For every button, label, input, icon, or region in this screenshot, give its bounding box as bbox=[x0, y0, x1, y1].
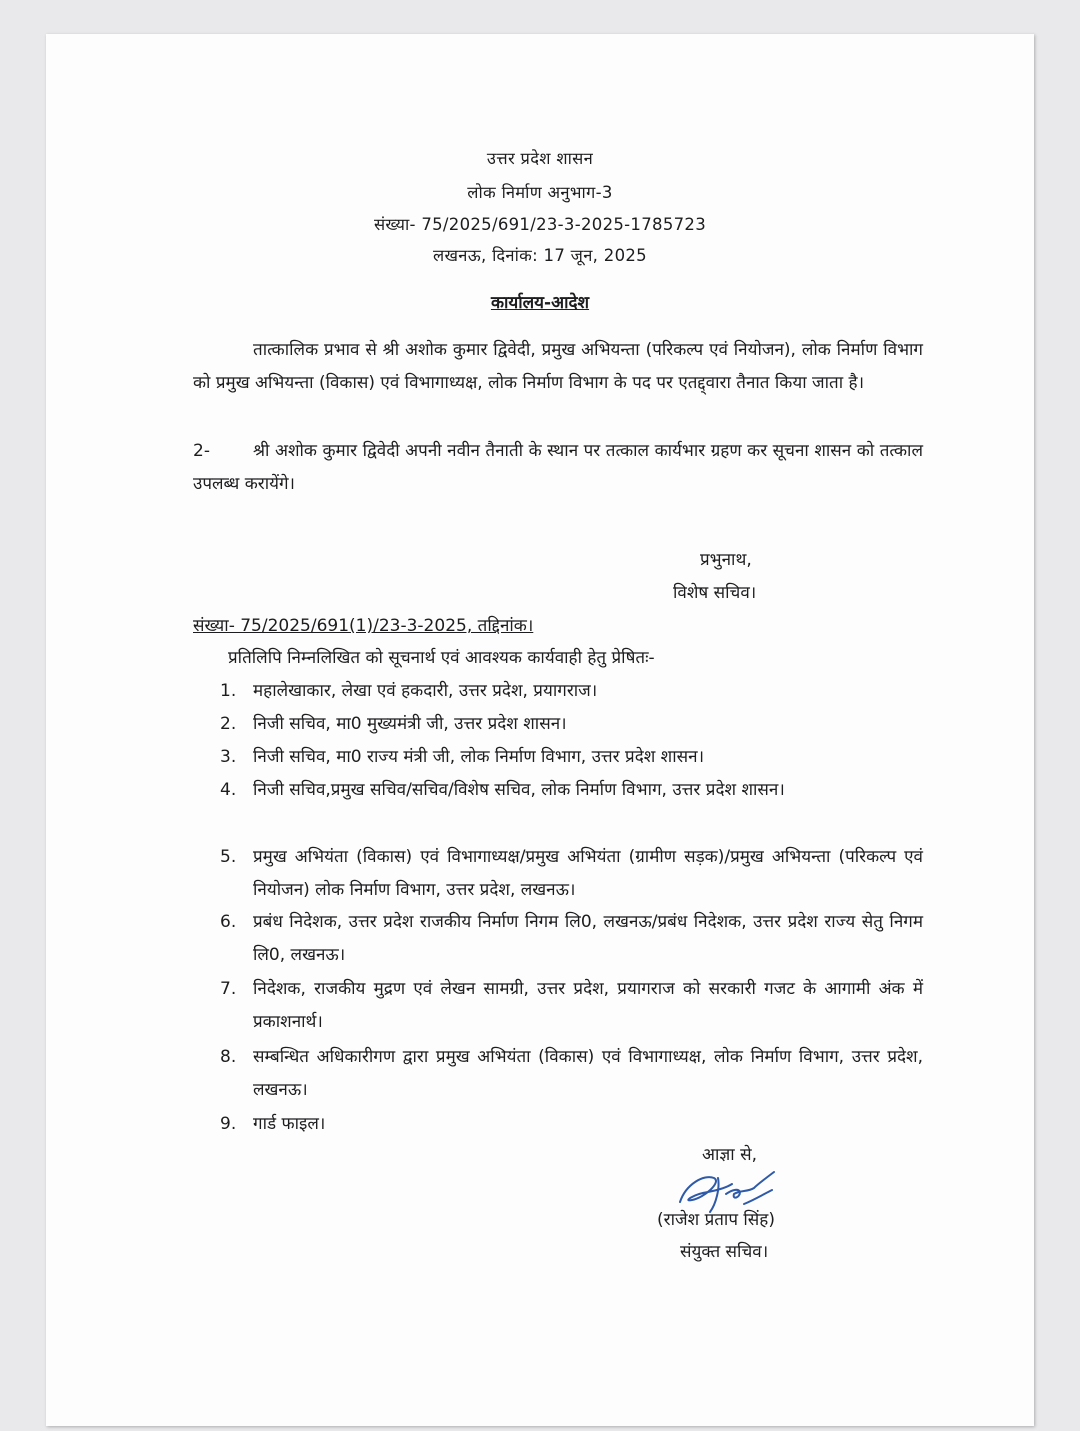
by-order: आज्ञा से, bbox=[702, 1145, 757, 1165]
signatory-2-name: (राजेश प्रताप सिंह) bbox=[657, 1210, 775, 1230]
list-item: 6. प्रबंध निदेशक, उत्तर प्रदेश राजकीय निर्माण निगम लि0, लखनऊ/प्रबंध निदेशक, उत्तर प्रदेश राज्य सेतु निगम लि0, लखनऊ। bbox=[220, 912, 923, 965]
paragraph-1: तात्कालिक प्रभाव से श्री अशोक कुमार द्विवेदी, प्रमुख अभियन्ता (परिकल्प एवं नियोजन), लोक निर्माण विभाग को प्रमुख अभियन्ता (विकास) एवं विभागाध्यक्ष, लोक निर्माण विभाग के पद पर एतद्द्वारा तैनात किया जाता है। bbox=[193, 340, 923, 393]
signatory-1-name: प्रभुनाथ, bbox=[700, 550, 752, 570]
section-name: लोक निर्माण अनुभाग-3 bbox=[467, 183, 613, 202]
signatory-2-designation: संयुक्त सचिव। bbox=[680, 1242, 769, 1262]
list-item: 2. निजी सचिव, मा0 मुख्यमंत्री जी, उत्तर प्रदेश शासन। bbox=[220, 714, 567, 734]
list-item: 4. निजी सचिव,प्रमुख सचिव/सचिव/विशेष सचिव, लोक निर्माण विभाग, उत्तर प्रदेश शासन। bbox=[220, 780, 785, 800]
copy-intro: प्रतिलिपि निम्नलिखित को सूचनार्थ एवं आवश्यक कार्यवाही हेतु प्रेषितः- bbox=[228, 648, 655, 668]
list-item: 8. सम्बन्धित अधिकारीगण द्वारा प्रमुख अभियंता (विकास) एवं विभागाध्यक्ष, लोक निर्माण विभाग, उत्तर प्रदेश, लखनऊ। bbox=[220, 1047, 923, 1100]
order-title: कार्यालय-आदेश bbox=[490, 293, 590, 313]
list-item: 3. निजी सचिव, मा0 राज्य मंत्री जी, लोक निर्माण विभाग, उत्तर प्रदेश शासन। bbox=[220, 747, 705, 767]
signatory-1-designation: विशेष सचिव। bbox=[673, 583, 757, 603]
list-item: 7. निदेशक, राजकीय मुद्रण एवं लेखन सामग्री, उत्तर प्रदेश, प्रयागराज को सरकारी गजट के आगामी अंक में प्रकाशनार्थ। bbox=[220, 979, 923, 1032]
copy-reference: संख्या- 75/2025/691(1)/23-3-2025, तद्दिनांक। bbox=[193, 616, 534, 636]
list-item: 9. गार्ड फाइल। bbox=[220, 1114, 326, 1134]
place-date: लखनऊ, दिनांक: 17 जून, 2025 bbox=[433, 246, 647, 265]
list-item: 1. महालेखाकार, लेखा एवं हकदारी, उत्तर प्रदेश, प्रयागराज। bbox=[220, 681, 598, 701]
govt-name: उत्तर प्रदेश शासन bbox=[486, 149, 594, 168]
paragraph-2: 2- श्री अशोक कुमार द्विवेदी अपनी नवीन तैनाती के स्थान पर तत्काल कार्यभार ग्रहण कर सूचना शासन को तत्काल उपलब्ध करायेंगे। bbox=[193, 441, 923, 494]
order-number: संख्या- 75/2025/691/23-3-2025-1785723 bbox=[373, 215, 707, 234]
list-item: 5. प्रमुख अभियंता (विकास) एवं विभागाध्यक्ष/प्रमुख अभियंता (ग्रामीण सड़क)/प्रमुख अभियन्ता (परिकल्प एवं नियोजन) लोक निर्माण विभाग, उत्तर प्रदेश, लखनऊ। bbox=[220, 847, 923, 900]
